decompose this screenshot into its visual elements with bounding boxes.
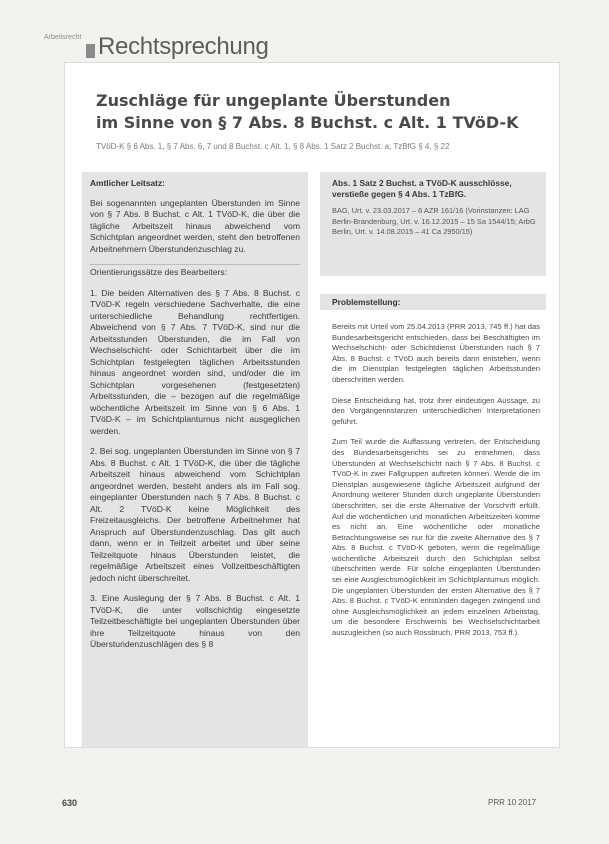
headline-line-2: im Sinne von § 7 Abs. 8 Buchst. c Alt. 1 TVöD-K [96, 113, 519, 132]
article-headline [96, 90, 536, 134]
orientation-paragraph-3: 3. Eine Auslegung der § 7 Abs. 8 Buchst. c Alt. 1 TVöD-K, die unter vollschichtig eingesetzte Teilzeitbeschäftigte bei ungeplanten Überstunden über ihre Teilzeitquote hinaus von den Überstundenzuschlägen des § 8 [90, 593, 300, 649]
section-title: Rechtsprechung [98, 33, 269, 60]
legal-references: TVöD-K § 6 Abs. 1, § 7 Abs. 6, 7 und 8 Buchst. c Alt. 1, § 8 Abs. 1 Satz 2 Buchst. a; TzBfG § 4, § 22 [96, 142, 450, 151]
problem-heading: Problemstellung: [332, 297, 401, 307]
problem-paragraph-3: Zum Teil wurde die Auffassung vertreten, der Entscheidung des Bundesarbeitsgerichts sei zu entnehmen, dass Überstunden at Wechselschicht nach § 7 Abs. 8 Buchst. c TVöD-K in zwei Fallgruppen auftreten können. Werde die im Dienstplan ausgewiesene tägliche Arbeitszeit aufgrund der Anordnung weiterer Stunden durch ungeplante Überstunden überschritten, sei die erste Alternative der Vorschrift erfüllt. Auf die wöchentlichen und monatlichen Arbeitszeiten komme es nicht an. Eine wöchentliche oder monatliche Betrachtungsweise sei nur für die zweite Alternative des § 7 Abs. 8 Buchst. c TVöD-K geboten, wenn die regelmäßige wöchentliche Arbeitszeit durch den Schichtplan selbst überschritten werde. Für solche eingeplanten Überstunden sei eine Ausgleichsmöglichkeit im Schichtplanturnus möglich. Die ungeplanten Überstunden der ersten Alternative des § 7 Abs. 8 Buchst. c TVöD-K entstünden dagegen zwingend und ohne Ausgleichsmöglichkeit an jedem einzelnen Arbeitstag, um die besondere Erschwernis bei Wechselschichtarbeit auszugleichen (so auch Rossbruch, PRR 2013, 753 ff.). [332, 437, 540, 638]
page-number: 630 [62, 798, 78, 808]
journal-issue: PRR 10 2017 [488, 798, 537, 807]
leitsatz-text: Bei sogenannten ungeplanten Überstunden im Sinne von § 7 Abs. 8 Buchst. c Alt. 1 TVöD-K, die über die tägliche Arbeitszeit hinaus abweichend vom Schichtplan angeordnet werden, steht den betroffenen Arbeitnehmern Überstundenzuschlag zu. [90, 197, 300, 254]
court-source: BAG, Urt. v. 23.03.2017 – 6 AZR 161/16 (Vorinstanzen: LAG Berlin-Brandenburg, Urt. v. 16.12.2015 – 15 Sa 1544/15; ArbG Berlin, Urt. v. 14.08.2015 – 41 Ca 2950/15) [332, 206, 536, 236]
problem-paragraph-2: Diese Entscheidung hat, trotz ihrer eindeutigen Aussage, zu den Vorgängerinstanzen unterschiedlichen Interpretationen geführt. [332, 395, 540, 426]
section-kicker: Arbeitsrecht [44, 34, 82, 41]
orientation-paragraph-2: 2. Bei sog. ungeplanten Überstunden im Sinne von § 7 Abs. 8 Buchst. c Alt. 1 TVöD-K, die über die tägliche Arbeitszeit hinaus abweichend vom Schichtplan angeordnet werden, besteht anders als im Fall sog. eingeplanter Überstunden nach § 7 Abs. 8 Buchst. c Alt. 2 TVöD-K keine Möglichkeit des Freizeitausgleichs. Der betroffene Arbeitnehmer hat Anspruch auf Überstundenzuschlag. Das gilt auch dann, wenn er in Teilzeit arbeitet und über seine Teilzeitquote hinaus Überstunden leistet, die regelmäßige Arbeitszeit eines Vollzeitbeschäftigten jedoch nicht überschreitet. [90, 446, 300, 583]
headline-line-1: Zuschläge für ungeplante Überstunden [96, 91, 451, 110]
problem-paragraph-1: Bereits mit Urteil vom 25.04.2013 (PRR 2013, 745 ff.) hat das Bundesarbeitsgericht entschieden, dass bei Beschäftigten im Wechselschicht- oder Schichtdienst Überstunden nach § 7 Abs. 8 Buchst. c TVöD auch bereits dann entstehen, wenn die im Dienstplan festgelegten täglichen Arbeitsstunden überschritten werden. [332, 322, 540, 384]
right-column [332, 322, 540, 649]
leitsatz-heading: Amtlicher Leitsatz: [90, 178, 165, 188]
section-marker [86, 44, 95, 58]
leitsatz-continuation: Abs. 1 Satz 2 Buchst. a TVöD-K ausschlösse, verstieße gegen § 4 Abs. 1 TzBfG. [332, 178, 512, 199]
orientation-paragraph-1: 1. Die beiden Alternativen des § 7 Abs. 8 Buchst. c TVöD-K regeln verschiedene Sachverhalte, die eine unterschiedliche Behandlung rechtfertigen. Abweichend von § 7 Abs. 7 TVöD-K, sind nur die Arbeitsstunden Überstunden, die im Fall von Wechselschicht- oder Schichtarbeit über die im Schichtplan festgelegten täglichen Arbeitsstunden hinaus angeordnet worden sind, und/oder die im Schichtplan vorgesehenen (festgesetzten) Arbeitsstunden, die – bezogen auf die regelmäßige wöchentliche Arbeitszeit im Sinne von § 6 Abs. 1 TVöD-K – im Schichtplanturnus nicht ausgeglichen werden. [90, 287, 300, 436]
left-column [90, 178, 300, 660]
orientation-heading: Orientierungssätze des Bearbeiters: [90, 264, 300, 279]
continuation-content [332, 178, 538, 238]
